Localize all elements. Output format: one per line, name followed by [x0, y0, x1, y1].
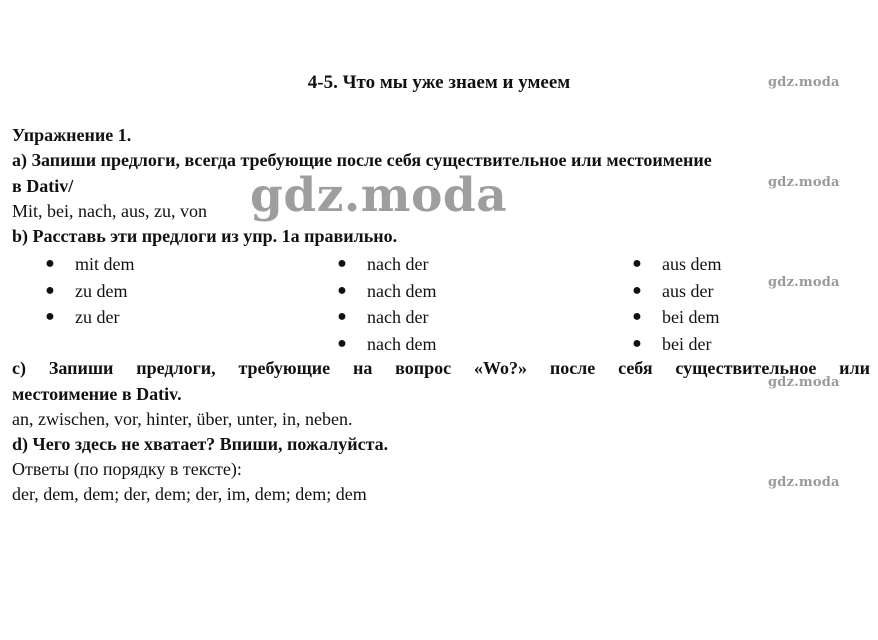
bullet-icon: ● [45, 281, 55, 299]
exercise-heading: Упражнение 1. [12, 125, 132, 145]
bullet-icon: ● [337, 334, 347, 352]
watermark: gdz.moda [768, 275, 840, 290]
task-a-line1: а) Запиши предлоги, всегда требующие после себя существительное или местоимение [12, 150, 712, 170]
bullet-icon: ● [632, 255, 642, 272]
bullet-icon: ● [45, 308, 55, 325]
bullet-icon: ● [337, 281, 347, 299]
watermark-large: gdz.moda [250, 168, 508, 223]
task-c-answer: an, zwischen, vor, hinter, über, unter, in, neben. [12, 409, 353, 429]
task-d-answer-intro: Ответы (по порядку в тексте): [12, 459, 242, 479]
task-d-answer: der, dem, dem; der, dem; der, im, dem; dem; dem [12, 484, 367, 504]
task-a-answer: Mit, bei, nach, aus, zu, von [12, 201, 207, 221]
bullet-icon: ● [632, 281, 642, 299]
watermark: gdz.moda [768, 175, 840, 190]
bullet-icon: ● [337, 255, 347, 272]
task-a-line2: в Dativ/ [12, 176, 74, 196]
bullet-icon: ● [632, 308, 642, 325]
document-page: 4-5. Что мы уже знаем и умеем Упражнение 1. а) Запиши предлоги, всегда требующие после себя существительное или местоимение в Dativ/ Mit, bei, nach, aus, zu, von b) Расставь эти предлоги из упр. 1а правильно. ● mit dem ● zu dem ● zu der ● nach der ● nach dem ● nach der ● nach dem ● aus dem ● aus der ● bei dem ● bei der c) Запиши предлоги, требующие на вопрос «Wo?» после себя существительное или местоимение в Dativ. an, zwischen, vor, hinter, über, unter, in, neben. d) Чего здесь не хватает? Впиши, пожалуйста. Ответы (по порядку в тексте): der, dem, dem; der, dem; der, im, dem; dem; dem gdz.moda gdz.moda gdz.moda gdz.moda gdz.moda gdz.moda [0, 0, 878, 640]
task-c-line2: местоимение в Dativ. [12, 384, 182, 404]
task-b: b) Расставь эти предлоги из упр. 1а правильно. [12, 226, 398, 246]
watermark: gdz.moda [768, 475, 840, 490]
watermark: gdz.moda [768, 75, 840, 90]
bullet-icon: ● [45, 255, 55, 272]
page-title: 4-5. Что мы уже знаем и умеем [307, 72, 571, 93]
watermark: gdz.moda [768, 375, 840, 390]
task-d: d) Чего здесь не хватает? Впиши, пожалуйста. [12, 434, 389, 454]
bullet-icon: ● [337, 308, 347, 325]
bullet-icon: ● [632, 334, 642, 352]
task-c-line1: c) Запиши предлоги, требующие на вопрос «Wo?» после себя существительное или [12, 358, 870, 378]
